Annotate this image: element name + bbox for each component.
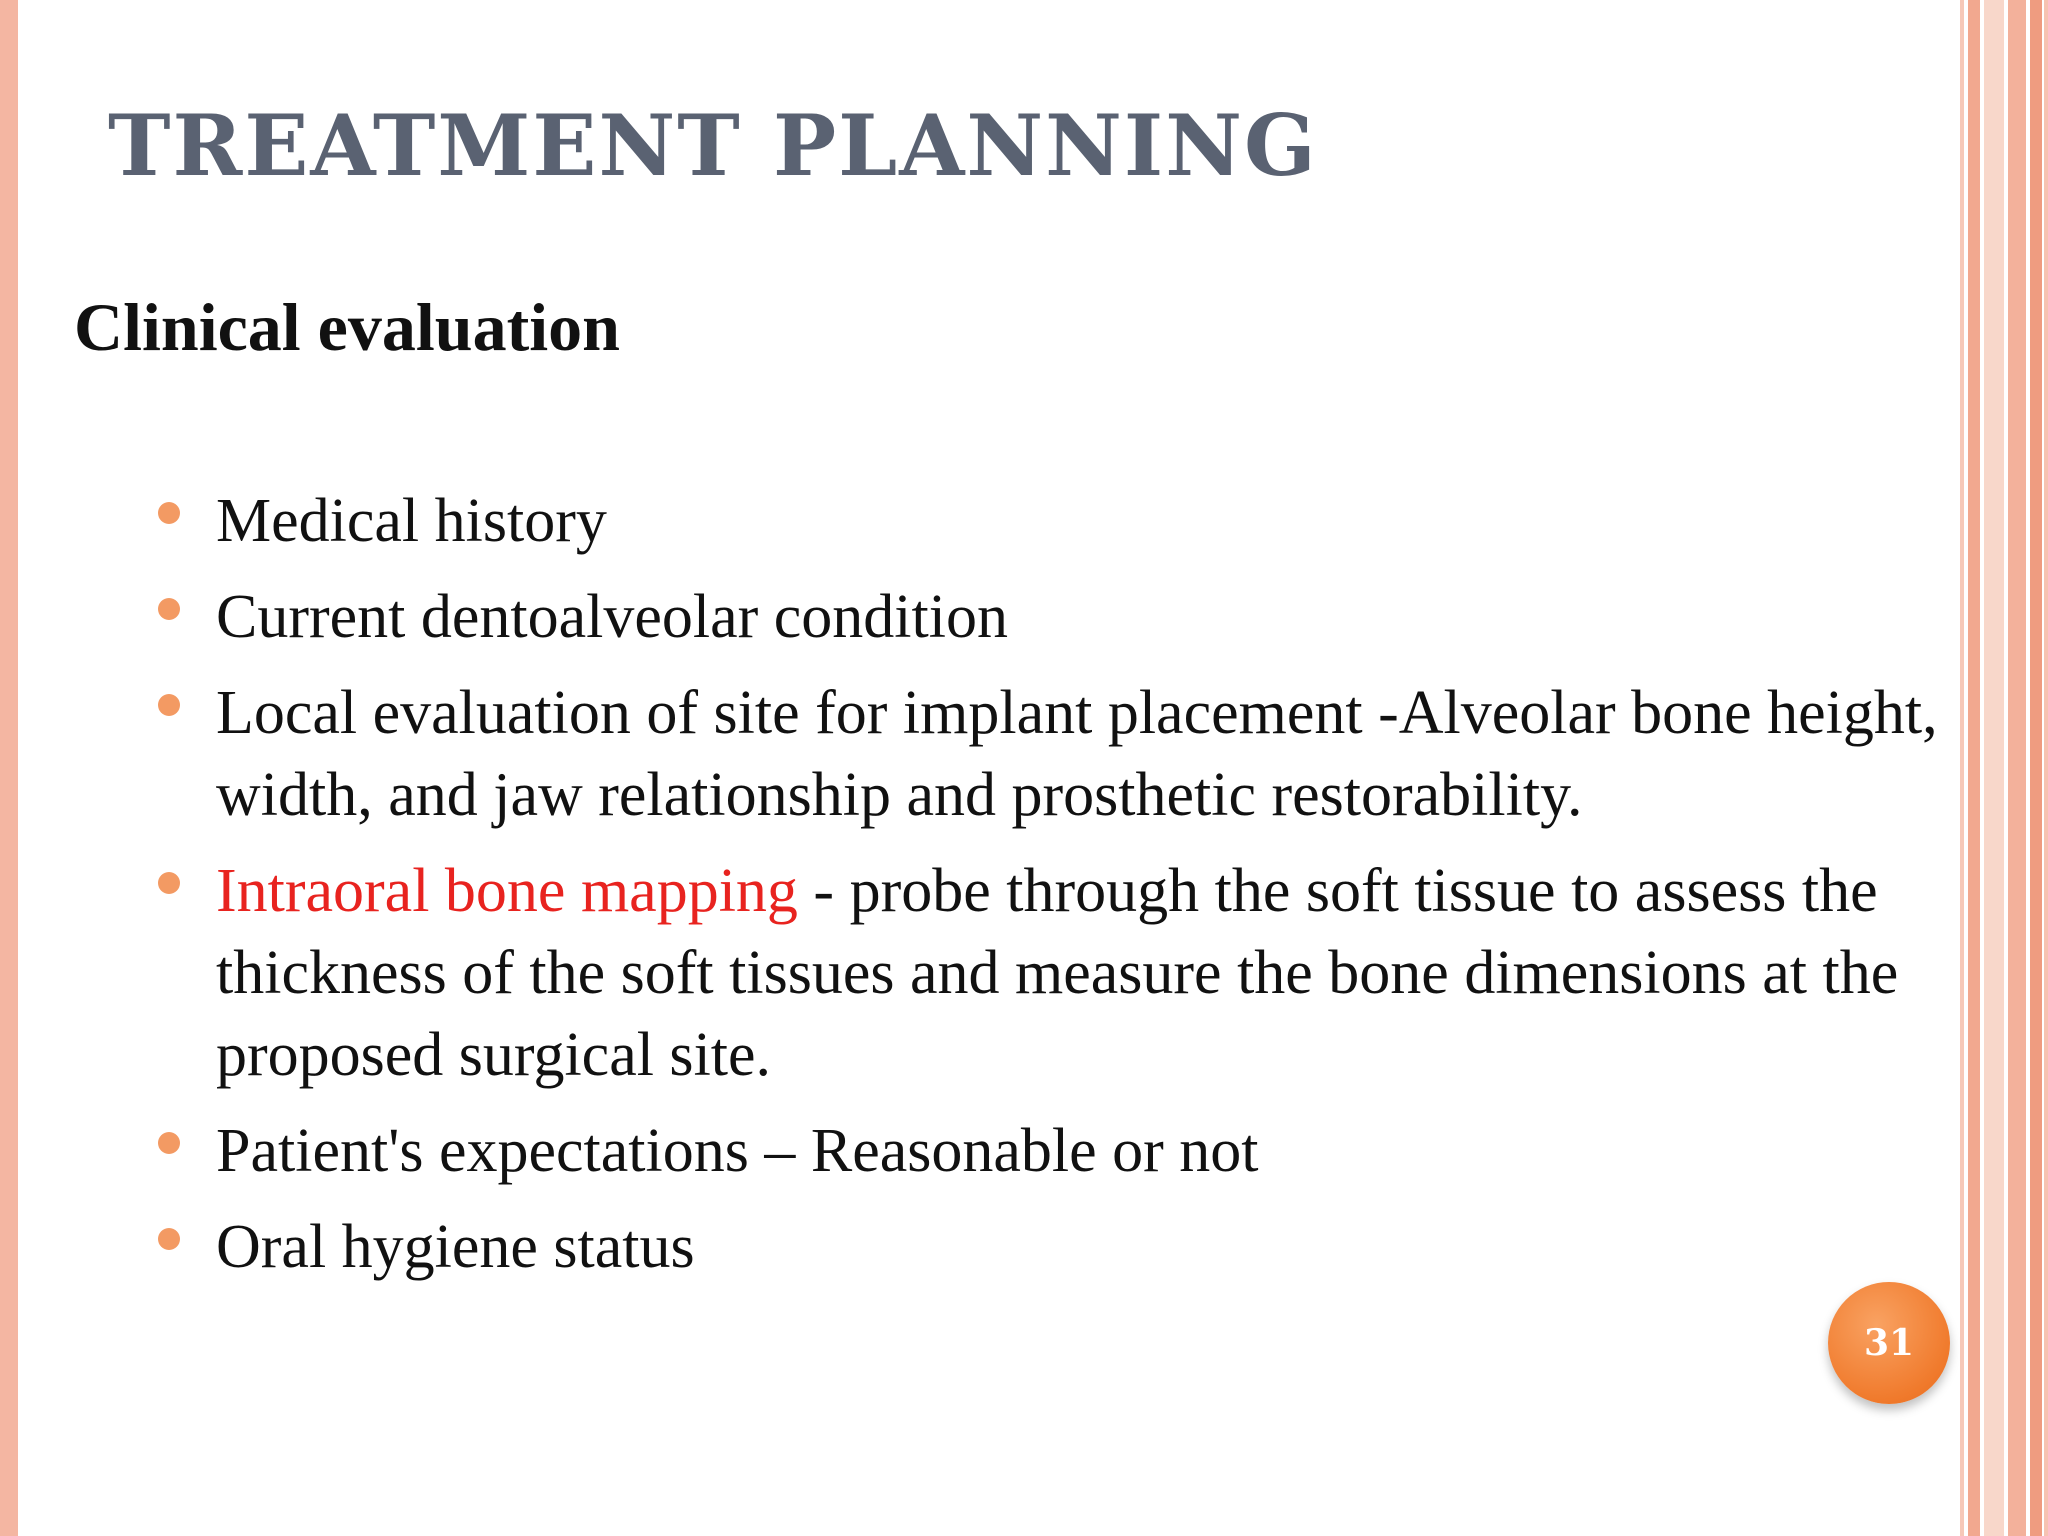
bullet-icon (158, 872, 180, 894)
bullet-icon (158, 1132, 180, 1154)
bullet-icon (158, 598, 180, 620)
list-item (150, 672, 1940, 836)
list-item (150, 850, 1940, 1096)
list-item-text: Current dentoalveolar condition (216, 583, 1008, 651)
right-stripe (1968, 0, 1980, 1536)
bullet-icon (158, 1228, 180, 1250)
right-stripe (1984, 0, 2004, 1536)
list-item (150, 1206, 1940, 1288)
list-item-text: - probe through the soft tissue to assess the thickness of the soft tissues and measure the bone dimensions at the proposed surgical site. (216, 857, 1899, 1089)
bullet-list (150, 480, 1940, 1302)
right-stripe (1960, 0, 1964, 1536)
right-stripe (2044, 0, 2048, 1536)
highlighted-term: Intraoral bone mapping (216, 857, 798, 925)
page-number-badge: 31 (1828, 1282, 1950, 1404)
right-border-stripes (1960, 0, 2048, 1536)
right-stripe (2030, 0, 2042, 1536)
list-item-text: Medical history (216, 487, 607, 555)
left-border-stripe (0, 0, 18, 1536)
bullet-icon (158, 502, 180, 524)
section-heading: Clinical evaluation (74, 289, 620, 365)
list-item (150, 480, 1940, 562)
slide-title: TREATMENT PLANNING (108, 96, 1318, 195)
list-item (150, 576, 1940, 658)
list-item-text: Oral hygiene status (216, 1213, 695, 1281)
list-item (150, 1110, 1940, 1192)
list-item-text: Patient's expectations – Reasonable or not (216, 1117, 1259, 1185)
right-stripe (2008, 0, 2026, 1536)
bullet-icon (158, 694, 180, 716)
list-item-text: Local evaluation of site for implant placement -Alveolar bone height, width, and jaw relationship and prosthetic restorability. (216, 679, 1938, 829)
